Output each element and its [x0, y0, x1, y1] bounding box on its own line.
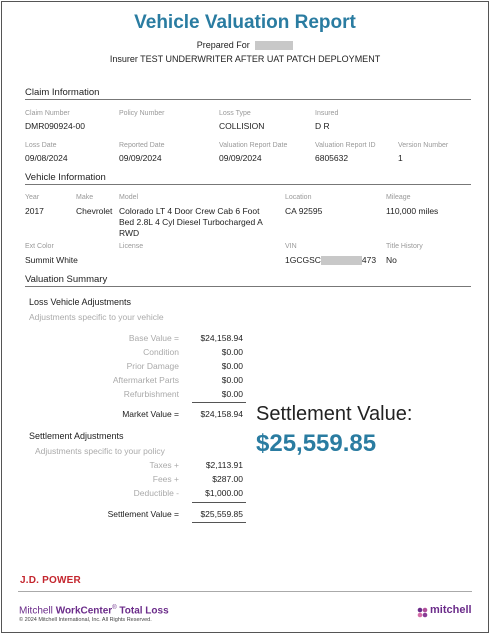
- deductible-value: $1,000.00: [205, 488, 243, 498]
- insured-label: Insured: [315, 110, 339, 117]
- condition-value: $0.00: [221, 347, 243, 357]
- condition-label: Condition: [143, 347, 179, 357]
- aftermarket-parts-label: Aftermarket Parts: [112, 375, 179, 385]
- ext-color-label: Ext Color: [25, 243, 54, 250]
- settlement-value: $25,559.85: [200, 509, 243, 519]
- settlement-value-label: Settlement Value =: [107, 509, 179, 519]
- year-label: Year: [25, 194, 40, 201]
- model-label: Model: [119, 194, 139, 201]
- market-value-rule: [192, 402, 246, 403]
- market-value-label: Market Value =: [122, 409, 179, 419]
- title-history: No: [386, 255, 397, 265]
- prepared-for-label: Prepared For: [196, 40, 250, 50]
- deductible-label: Deductible -: [133, 488, 179, 498]
- vehicle-model: [119, 206, 263, 239]
- prior-damage-label: Prior Damage: [126, 361, 179, 371]
- settlement-value-big-label: Settlement Value:: [256, 403, 413, 425]
- settlement-underline: [192, 522, 246, 523]
- fees-label: Fees +: [152, 474, 179, 484]
- model-line: Colorado LT 4 Door Crew Cab 6 Foot: [119, 206, 260, 216]
- settlement-value-rule: [192, 502, 246, 503]
- loss-vehicle-adjustments-heading: Loss Vehicle Adjustments: [29, 297, 132, 307]
- redacted-name: [255, 41, 293, 50]
- brand-registered: ®: [112, 605, 117, 611]
- mitchell-logo: [417, 604, 472, 616]
- reported-date-label: Reported Date: [119, 142, 165, 149]
- copyright: © 2024 Mitchell International, Inc. All Rights Reserved.: [19, 617, 152, 623]
- refurbishment-value: $0.00: [221, 389, 243, 399]
- loss-date: 09/08/2024: [25, 153, 68, 163]
- refurbishment-label: Refurbishment: [123, 389, 179, 399]
- section-vehicle-information: Vehicle Information: [25, 172, 471, 185]
- vehicle-year: 2017: [25, 206, 44, 216]
- vin: [285, 255, 376, 265]
- insurer-name: Insurer TEST UNDERWRITER AFTER UAT PATCH DEPLOYMENT: [109, 54, 381, 64]
- settlement-adjustments-heading: Settlement Adjustments: [29, 431, 124, 441]
- license-label: License: [119, 243, 144, 250]
- prior-damage-value: $0.00: [221, 361, 243, 371]
- title-history-label: Title History: [386, 243, 423, 250]
- loss-date-label: Loss Date: [25, 142, 57, 149]
- version-number: 1: [398, 153, 403, 163]
- vin-suffix: 473: [361, 255, 377, 265]
- section-claim-information: Claim Information: [25, 87, 471, 100]
- aftermarket-parts-value: $0.00: [221, 375, 243, 385]
- brand-suffix: Total Loss: [116, 605, 169, 617]
- vin-prefix: 1GCGSC: [285, 255, 321, 265]
- report-page: [1, 1, 489, 633]
- insured: D R: [315, 121, 330, 131]
- report-title: Vehicle Valuation Report: [134, 12, 356, 33]
- base-value-label: Base Value =: [128, 333, 179, 343]
- valuation-report-date: 09/09/2024: [219, 153, 262, 163]
- product-brand: [19, 605, 169, 616]
- jd-power-logo: J.D. POWER: [20, 575, 81, 586]
- model-line: RWD: [119, 228, 140, 238]
- redacted-vin: [321, 256, 362, 265]
- policy-number-label: Policy Number: [119, 110, 165, 117]
- valuation-report-date-label: Valuation Report Date: [219, 142, 288, 149]
- vehicle-make: Chevrolet: [76, 206, 113, 216]
- vin-label: VIN: [285, 243, 297, 250]
- valuation-report-id-label: Valuation Report ID: [315, 142, 376, 149]
- settlement-adjustments-subtitle: Adjustments specific to your policy: [35, 446, 165, 456]
- ext-color: Summit White: [25, 255, 78, 265]
- taxes-label: Taxes +: [149, 460, 179, 470]
- version-number-label: Version Number: [398, 142, 449, 149]
- loss-type-label: Loss Type: [219, 110, 251, 117]
- taxes-value: $2,113.91: [205, 460, 243, 470]
- footer-divider: [18, 591, 472, 592]
- valuation-report-id: 6805632: [315, 153, 349, 163]
- vehicle-location: CA 92595: [285, 206, 323, 216]
- mileage-label: Mileage: [386, 194, 411, 201]
- make-label: Make: [76, 194, 94, 201]
- brand-product: WorkCenter: [55, 605, 113, 617]
- mitchell-logo-text: mitchell: [430, 604, 472, 616]
- location-label: Location: [285, 194, 312, 201]
- prepared-for: [2, 40, 488, 50]
- market-value: $24,158.94: [200, 409, 243, 419]
- settlement-value-big-amount: $25,559.85: [256, 430, 377, 457]
- loss-type: COLLISION: [219, 121, 265, 131]
- mitchell-logo-icon: [417, 605, 428, 616]
- vehicle-mileage: 110,000 miles: [386, 206, 439, 216]
- base-value: $24,158.94: [200, 333, 243, 343]
- reported-date: 09/09/2024: [119, 153, 162, 163]
- claim-number-label: Claim Number: [25, 110, 70, 117]
- section-valuation-summary: Valuation Summary: [25, 274, 471, 287]
- loss-vehicle-adjustments-subtitle: Adjustments specific to your vehicle: [29, 312, 164, 322]
- claim-number: DMR090924-00: [25, 121, 86, 131]
- brand-prefix: Mitchell: [19, 605, 56, 617]
- fees-value: $287.00: [212, 474, 243, 484]
- model-line: Bed 2.8L 4 Cyl Diesel Turbocharged A: [119, 217, 263, 227]
